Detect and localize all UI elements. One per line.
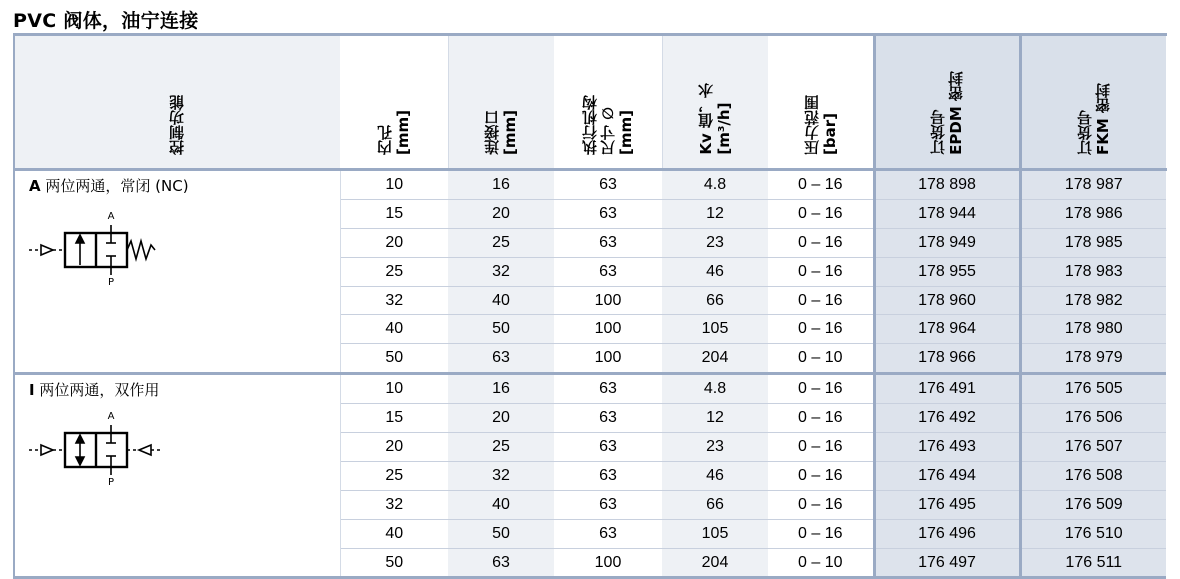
cell-connection: 25	[448, 433, 554, 462]
col-header-actuator-label: 执行机构 尺寸 ∅ [mm]	[581, 95, 635, 155]
cell-pressure-range: 0 – 16	[768, 286, 874, 315]
cell-pressure-range: 0 – 16	[768, 170, 874, 200]
cell-order-no-epdm: 176 494	[874, 461, 1020, 490]
table-row	[14, 374, 1166, 404]
cell-order-no-fkm: 178 982	[1020, 286, 1166, 315]
col-header-epdm	[874, 35, 1020, 170]
function-cell	[14, 374, 340, 578]
function-code: A	[29, 177, 41, 195]
cell-kv-value: 204	[662, 548, 768, 578]
valve-spec-table	[13, 33, 1167, 579]
cell-pressure-range: 0 – 16	[768, 257, 874, 286]
cell-actuator-size: 63	[554, 199, 662, 228]
cell-connection: 32	[448, 461, 554, 490]
cell-connection: 50	[448, 315, 554, 344]
cell-inner-diameter: 50	[340, 344, 448, 374]
col-header-pressure-label: 压力范围 [bar]	[802, 95, 839, 155]
cell-actuator-size: 63	[554, 404, 662, 433]
cell-order-no-epdm: 176 493	[874, 433, 1020, 462]
col-header-epdm-label: 订货号 EPDM 密封	[929, 71, 965, 155]
cell-actuator-size: 63	[554, 490, 662, 519]
cell-connection: 16	[448, 170, 554, 200]
cell-connection: 40	[448, 490, 554, 519]
cell-order-no-epdm: 178 955	[874, 257, 1020, 286]
cell-kv-value: 23	[662, 228, 768, 257]
col-header-kv	[662, 35, 768, 170]
cell-inner-diameter: 10	[340, 170, 448, 200]
cell-pressure-range: 0 – 10	[768, 344, 874, 374]
cell-order-no-fkm: 178 986	[1020, 199, 1166, 228]
cell-kv-value: 66	[662, 286, 768, 315]
cell-order-no-fkm: 176 507	[1020, 433, 1166, 462]
cell-order-no-epdm: 178 944	[874, 199, 1020, 228]
cell-connection: 20	[448, 404, 554, 433]
port-bottom-label: P	[107, 277, 115, 285]
cell-pressure-range: 0 – 16	[768, 461, 874, 490]
cell-kv-value: 105	[662, 315, 768, 344]
cell-inner-diameter: 15	[340, 199, 448, 228]
cell-order-no-fkm: 176 506	[1020, 404, 1166, 433]
cell-kv-value: 66	[662, 490, 768, 519]
col-header-fkm	[1020, 35, 1166, 170]
cell-actuator-size: 63	[554, 257, 662, 286]
cell-inner-diameter: 25	[340, 461, 448, 490]
port-bottom-label: P	[107, 477, 115, 486]
cell-kv-value: 12	[662, 404, 768, 433]
cell-actuator-size: 100	[554, 344, 662, 374]
cell-actuator-size: 63	[554, 519, 662, 548]
cell-connection: 32	[448, 257, 554, 286]
cell-order-no-fkm: 178 980	[1020, 315, 1166, 344]
cell-kv-value: 12	[662, 199, 768, 228]
col-header-pressure	[768, 35, 874, 170]
cell-connection: 63	[448, 344, 554, 374]
cell-order-no-epdm: 176 492	[874, 404, 1020, 433]
cell-order-no-epdm: 178 949	[874, 228, 1020, 257]
cell-kv-value: 46	[662, 461, 768, 490]
cell-inner-diameter: 15	[340, 404, 448, 433]
function-code: I	[29, 381, 35, 400]
cell-inner-diameter: 40	[340, 519, 448, 548]
cell-actuator-size: 63	[554, 433, 662, 462]
cell-order-no-epdm: 178 960	[874, 286, 1020, 315]
valve-symbol-nc-icon	[25, 205, 185, 285]
cell-pressure-range: 0 – 10	[768, 548, 874, 578]
cell-actuator-size: 63	[554, 461, 662, 490]
cell-pressure-range: 0 – 16	[768, 199, 874, 228]
cell-inner-diameter: 20	[340, 433, 448, 462]
cell-connection: 20	[448, 199, 554, 228]
cell-order-no-fkm: 178 979	[1020, 344, 1166, 374]
cell-order-no-epdm: 176 491	[874, 374, 1020, 404]
cell-connection: 40	[448, 286, 554, 315]
col-header-inner	[340, 35, 448, 170]
cell-pressure-range: 0 – 16	[768, 433, 874, 462]
cell-pressure-range: 0 – 16	[768, 228, 874, 257]
cell-order-no-epdm: 178 966	[874, 344, 1020, 374]
col-header-connection-label: 连接口 [mm]	[483, 110, 519, 155]
cell-inner-diameter: 50	[340, 548, 448, 578]
cell-order-no-fkm: 178 983	[1020, 257, 1166, 286]
cell-connection: 50	[448, 519, 554, 548]
cell-actuator-size: 100	[554, 286, 662, 315]
cell-pressure-range: 0 – 16	[768, 374, 874, 404]
cell-order-no-fkm: 176 510	[1020, 519, 1166, 548]
col-header-fkm-label: 订货号 FKM 密封	[1075, 82, 1112, 155]
cell-kv-value: 105	[662, 519, 768, 548]
cell-connection: 25	[448, 228, 554, 257]
cell-kv-value: 46	[662, 257, 768, 286]
port-top-label: A	[107, 211, 115, 222]
col-header-connection	[448, 35, 554, 170]
col-header-function	[14, 35, 340, 170]
function-name: 两位两通，双作用	[34, 381, 160, 400]
page-title: PVC 阀体，油宁连接	[13, 10, 199, 32]
cell-pressure-range: 0 – 16	[768, 519, 874, 548]
cell-kv-value: 4.8	[662, 170, 768, 200]
cell-order-no-epdm: 176 497	[874, 548, 1020, 578]
cell-order-no-epdm: 178 964	[874, 315, 1020, 344]
header-row	[14, 35, 1166, 170]
cell-order-no-epdm: 178 898	[874, 170, 1020, 200]
cell-connection: 16	[448, 374, 554, 404]
cell-order-no-fkm: 176 511	[1020, 548, 1166, 578]
function-name: 两位两通，常闭 (NC)	[40, 177, 189, 195]
function-cell	[14, 170, 340, 374]
cell-kv-value: 4.8	[662, 374, 768, 404]
cell-inner-diameter: 20	[340, 228, 448, 257]
valve-symbol-double-acting-icon	[25, 405, 185, 485]
col-header-function-label: 控制功能	[168, 95, 187, 155]
cell-order-no-fkm: 178 985	[1020, 228, 1166, 257]
cell-order-no-epdm: 176 496	[874, 519, 1020, 548]
cell-actuator-size: 63	[554, 374, 662, 404]
cell-kv-value: 23	[662, 433, 768, 462]
cell-order-no-fkm: 176 505	[1020, 374, 1166, 404]
col-header-actuator	[554, 35, 662, 170]
function-label	[29, 175, 340, 196]
cell-actuator-size: 63	[554, 170, 662, 200]
cell-connection: 63	[448, 548, 554, 578]
cell-kv-value: 204	[662, 344, 768, 374]
function-label	[29, 379, 340, 400]
cell-order-no-fkm: 176 509	[1020, 490, 1166, 519]
cell-inner-diameter: 40	[340, 315, 448, 344]
cell-order-no-epdm: 176 495	[874, 490, 1020, 519]
cell-actuator-size: 100	[554, 548, 662, 578]
col-header-kv-label: Kv 值，水 [m³/h]	[697, 83, 733, 155]
table-row	[14, 170, 1166, 200]
cell-order-no-fkm: 176 508	[1020, 461, 1166, 490]
cell-pressure-range: 0 – 16	[768, 404, 874, 433]
port-top-label: A	[107, 411, 115, 423]
col-header-inner-label: 内孔 [mm]	[376, 110, 412, 155]
cell-actuator-size: 63	[554, 228, 662, 257]
cell-inner-diameter: 32	[340, 490, 448, 519]
cell-inner-diameter: 32	[340, 286, 448, 315]
cell-pressure-range: 0 – 16	[768, 490, 874, 519]
cell-actuator-size: 100	[554, 315, 662, 344]
cell-order-no-fkm: 178 987	[1020, 170, 1166, 200]
cell-inner-diameter: 25	[340, 257, 448, 286]
cell-pressure-range: 0 – 16	[768, 315, 874, 344]
cell-inner-diameter: 10	[340, 374, 448, 404]
